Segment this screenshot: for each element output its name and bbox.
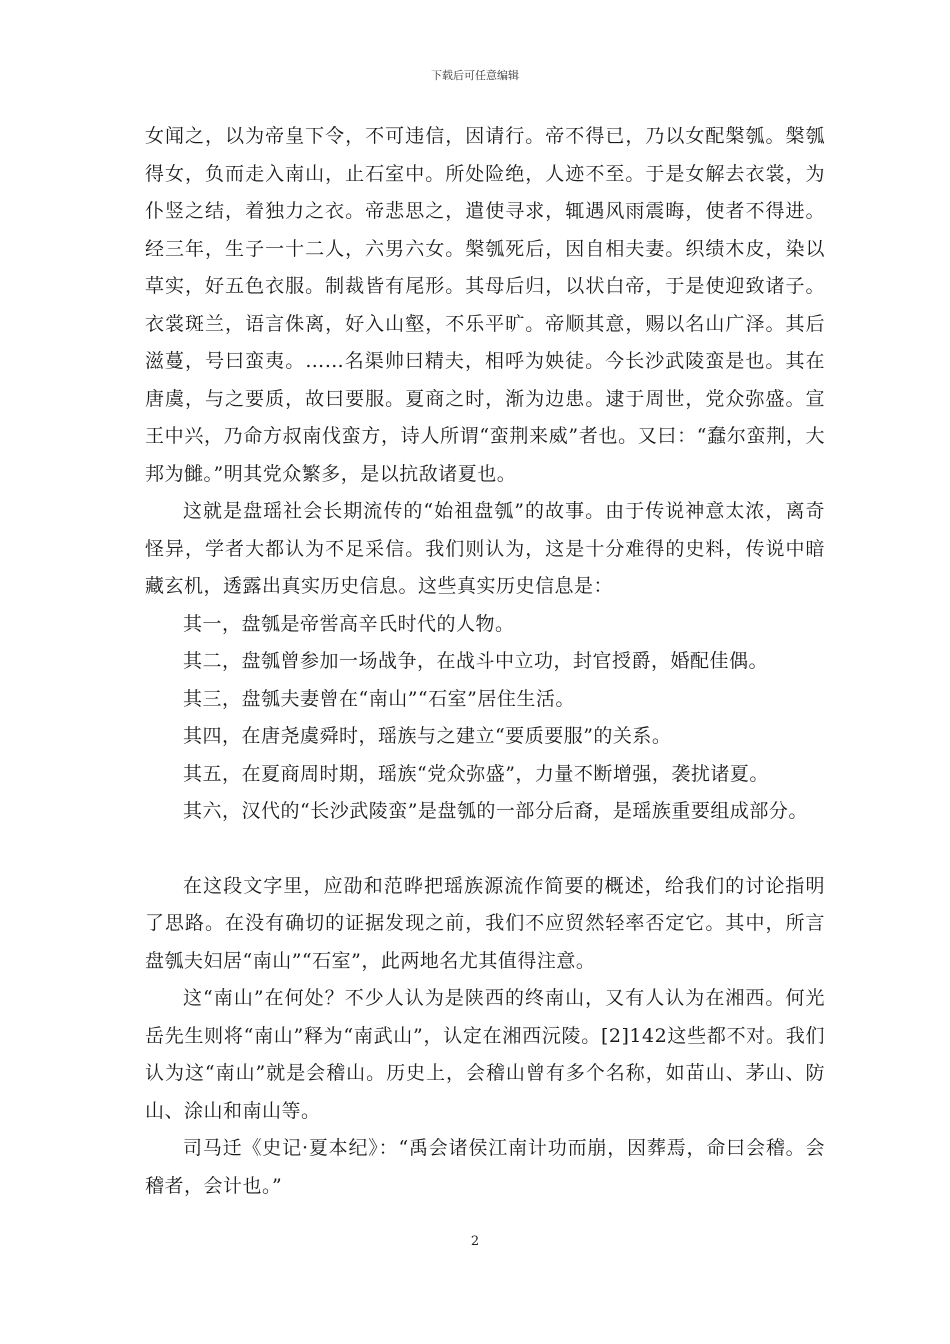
list-item-second: 其二，盘瓠曾参加一场战争，在战斗中立功，封官授爵，婚配佳偶。 (183, 650, 769, 672)
list-item-sixth: 其六，汉代的“长沙武陵蛮”是盘瓠的一部分后裔，是瑶族重要组成部分。 (183, 800, 808, 822)
paragraph-shiji-quote: 司马迁《史记·夏本纪》：“禹会诸侯江南计功而崩，因葬焉，命曰会稽。会稽者，会计也。” (145, 1137, 825, 1197)
document-body (145, 118, 825, 1205)
list-item-fourth: 其四，在唐尧虞舜时，瑶族与之建立“要质要服”的关系。 (183, 725, 672, 747)
page-header-note: 下载后可任意编辑 (431, 69, 519, 82)
list-item-fifth: 其五，在夏商周时期，瑶族“党众弥盛”，力量不断增强，袭扰诸夏。 (183, 762, 769, 785)
paragraph-gap (145, 831, 825, 868)
paragraph-continued-quote: 女闻之，以为帝皇下令，不可违信，因请行。帝不得已，乃以女配槃瓠。槃瓠得女，负而走入南山，止石室中。所处险绝，人迹不至。于是女解去衣裳，为仆竖之结，着独力之衣。帝悲思之，遣使寻求，辄遇风雨震晦，使者不得进。经三年，生子一十二人，六男六女。槃瓠死后，因自相夫妻。织绩木皮，染以草实，好五色衣服。制裁皆有尾形。其母后归，以状白帝，于是使迎致诸子。衣裳斑兰，语言侏离，好入山壑，不乐平旷。帝顺其意，赐以名山广泽。其后滋蔓，号曰蛮夷。……名渠帅曰精夫，相呼为姎徒。今长沙武陵蛮是也。其在唐虞，与之要质，故曰要服。夏商之时，渐为边患。逮于周世，党众弥盛。宣王中兴，乃命方叔南伐蛮方，诗人所谓“蛮荆来威”者也。又曰：“蠢尔蛮荆，大邦为雠。”明其党众繁多，是以抗敌诸夏也。 (145, 125, 825, 485)
list-item-third: 其三，盘瓠夫妻曾在“南山”“石室”居住生活。 (183, 687, 575, 710)
paragraph-panhu-story: 这就是盘瑶社会长期流传的“始祖盘瓠”的故事。由于传说神意太浓，离奇怪异，学者大都认为不足采信。我们则认为，这是十分难得的史料，传说中暗藏玄机，透露出真实历史信息。这些真实历史信息是： (145, 500, 825, 597)
list-item-first: 其一，盘瓠是帝喾高辛氏时代的人物。 (183, 612, 515, 635)
paragraph-nanshan: 这“南山”在何处？不少人认为是陕西的终南山，又有人认为在湘西。何光岳先生则将“南山”释为“南武山”，认定在湘西沅陵。[2]142这些都不对。我们认为这“南山”就是会稽山。历史上，会稽山曾有多个名称，如苗山、茅山、防山、涂山和南山等。 (145, 987, 825, 1122)
paragraph-summary: 在这段文字里，应劭和范晔把瑶族源流作简要的概述，给我们的讨论指明了思路。在没有确切的证据发现之前，我们不应贸然轻率否定它。其中，所言盘瓠夫妇居“南山”“石室”，此两地名尤其值得注意。 (145, 874, 825, 972)
page-number: 2 (470, 1234, 480, 1249)
